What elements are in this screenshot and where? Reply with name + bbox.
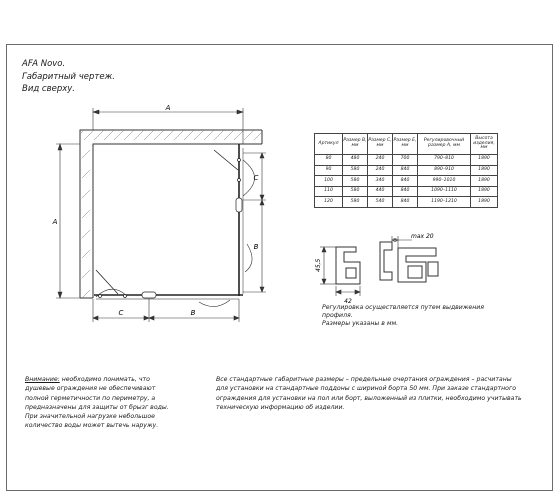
model-title: AFA Novo. xyxy=(22,59,66,69)
attention-line: необходимо понимать, что xyxy=(59,376,150,383)
standard-note-line: Все стандартные габаритные размеры – предельные очертания ограждения – расчитаны xyxy=(216,376,512,383)
table-cell: 120 xyxy=(315,197,343,208)
table-cell: 540 xyxy=(368,197,393,208)
standard-note-line: техническую информацию об изделии. xyxy=(216,403,345,411)
dim-b-right-label: B xyxy=(253,243,259,251)
profile-right xyxy=(380,242,438,282)
dim-b-bottom-label: B xyxy=(190,309,196,317)
table-row xyxy=(315,197,498,208)
sizes-note: Размеры указаны в мм. xyxy=(322,320,399,327)
dim-a-left-label: A xyxy=(52,218,58,226)
table-cell: 240 xyxy=(368,155,393,166)
attention-line: душевые ограждения не обеспечивают xyxy=(25,385,156,393)
table-cell: 580 xyxy=(343,197,368,208)
table-row xyxy=(315,176,498,187)
table-header-cell: Размер E, мм xyxy=(393,134,418,155)
table-cell: 1890 xyxy=(471,155,498,166)
table-cell: 990–1010 xyxy=(418,176,471,187)
attention-note xyxy=(25,375,205,431)
table-cell: 100 xyxy=(315,176,343,187)
table-header-row xyxy=(315,134,498,155)
table-row xyxy=(315,155,498,166)
table-cell: 840 xyxy=(393,197,418,208)
dim-a-top-label: A xyxy=(165,104,171,112)
view-title: Вид сверху. xyxy=(22,84,76,94)
table-cell: 1190–1210 xyxy=(418,197,471,208)
table-cell: 580 xyxy=(343,165,368,176)
table-cell: 90 xyxy=(315,165,343,176)
attention-line: предназначены для защиты от брызг воды. xyxy=(25,403,169,411)
adjustment-note xyxy=(322,304,502,328)
table-header-cell: Высота изделия, мм xyxy=(471,134,498,155)
table-cell: 340 xyxy=(368,176,393,187)
table-cell: 580 xyxy=(343,176,368,187)
table-cell: 790–810 xyxy=(418,155,471,166)
table-row xyxy=(315,186,498,197)
table-header-cell: Артикул xyxy=(315,134,343,155)
attention-line: При значительной нагрузке небольшое xyxy=(25,413,155,421)
profile-width-label: 42 xyxy=(344,298,352,305)
adjustment-note-line: профиля. xyxy=(322,312,353,319)
standard-note-line: ограждения для установки на пол или борт, выложенный из плитки, необходимо учитывать xyxy=(216,394,522,402)
profile-height-label: 45,5 xyxy=(315,258,322,272)
table-cell: 110 xyxy=(315,186,343,197)
drawing-title: Габаритный чертеж. xyxy=(22,72,115,82)
table-header-cell: Размер B, мм xyxy=(343,134,368,155)
dim-c-right-label: C xyxy=(253,174,259,182)
table-cell: 840 xyxy=(393,165,418,176)
table-header-cell: Регулировочный размер A, мм xyxy=(418,134,471,155)
table-row xyxy=(315,165,498,176)
table-cell: 1890 xyxy=(471,176,498,187)
table-cell: 700 xyxy=(393,155,418,166)
table-cell: 440 xyxy=(368,186,393,197)
table-cell: 580 xyxy=(343,186,368,197)
table-cell: 840 xyxy=(393,186,418,197)
size-table xyxy=(314,133,498,208)
table-cell: 840 xyxy=(393,176,418,187)
standard-note-line: для установки на стандартные поддоны с шириной борта 50 мм. При заказе стандартного xyxy=(216,385,516,393)
table-cell: 1890 xyxy=(471,165,498,176)
profile-left xyxy=(336,247,360,284)
table-cell: 480 xyxy=(343,155,368,166)
dim-c-bottom-label: C xyxy=(118,309,124,317)
adjustment-note-line: Регулировка осуществляется путем выдвижения xyxy=(322,304,484,311)
table-cell: 890–910 xyxy=(418,165,471,176)
table-header-cell: Размер C, мм xyxy=(368,134,393,155)
table-cell: 1090–1110 xyxy=(418,186,471,197)
profile-max-label: max 20 xyxy=(411,233,434,240)
table-cell: 1890 xyxy=(471,197,498,208)
attention-line: количество воды может вытечь наружу. xyxy=(25,422,159,430)
table-cell: 80 xyxy=(315,155,343,166)
table-cell: 240 xyxy=(368,165,393,176)
attention-line: полной герметичности по периметру, а xyxy=(25,394,156,402)
standard-sizes-note xyxy=(216,375,548,412)
attention-label: Внимание: xyxy=(25,376,60,383)
table-cell: 1890 xyxy=(471,186,498,197)
